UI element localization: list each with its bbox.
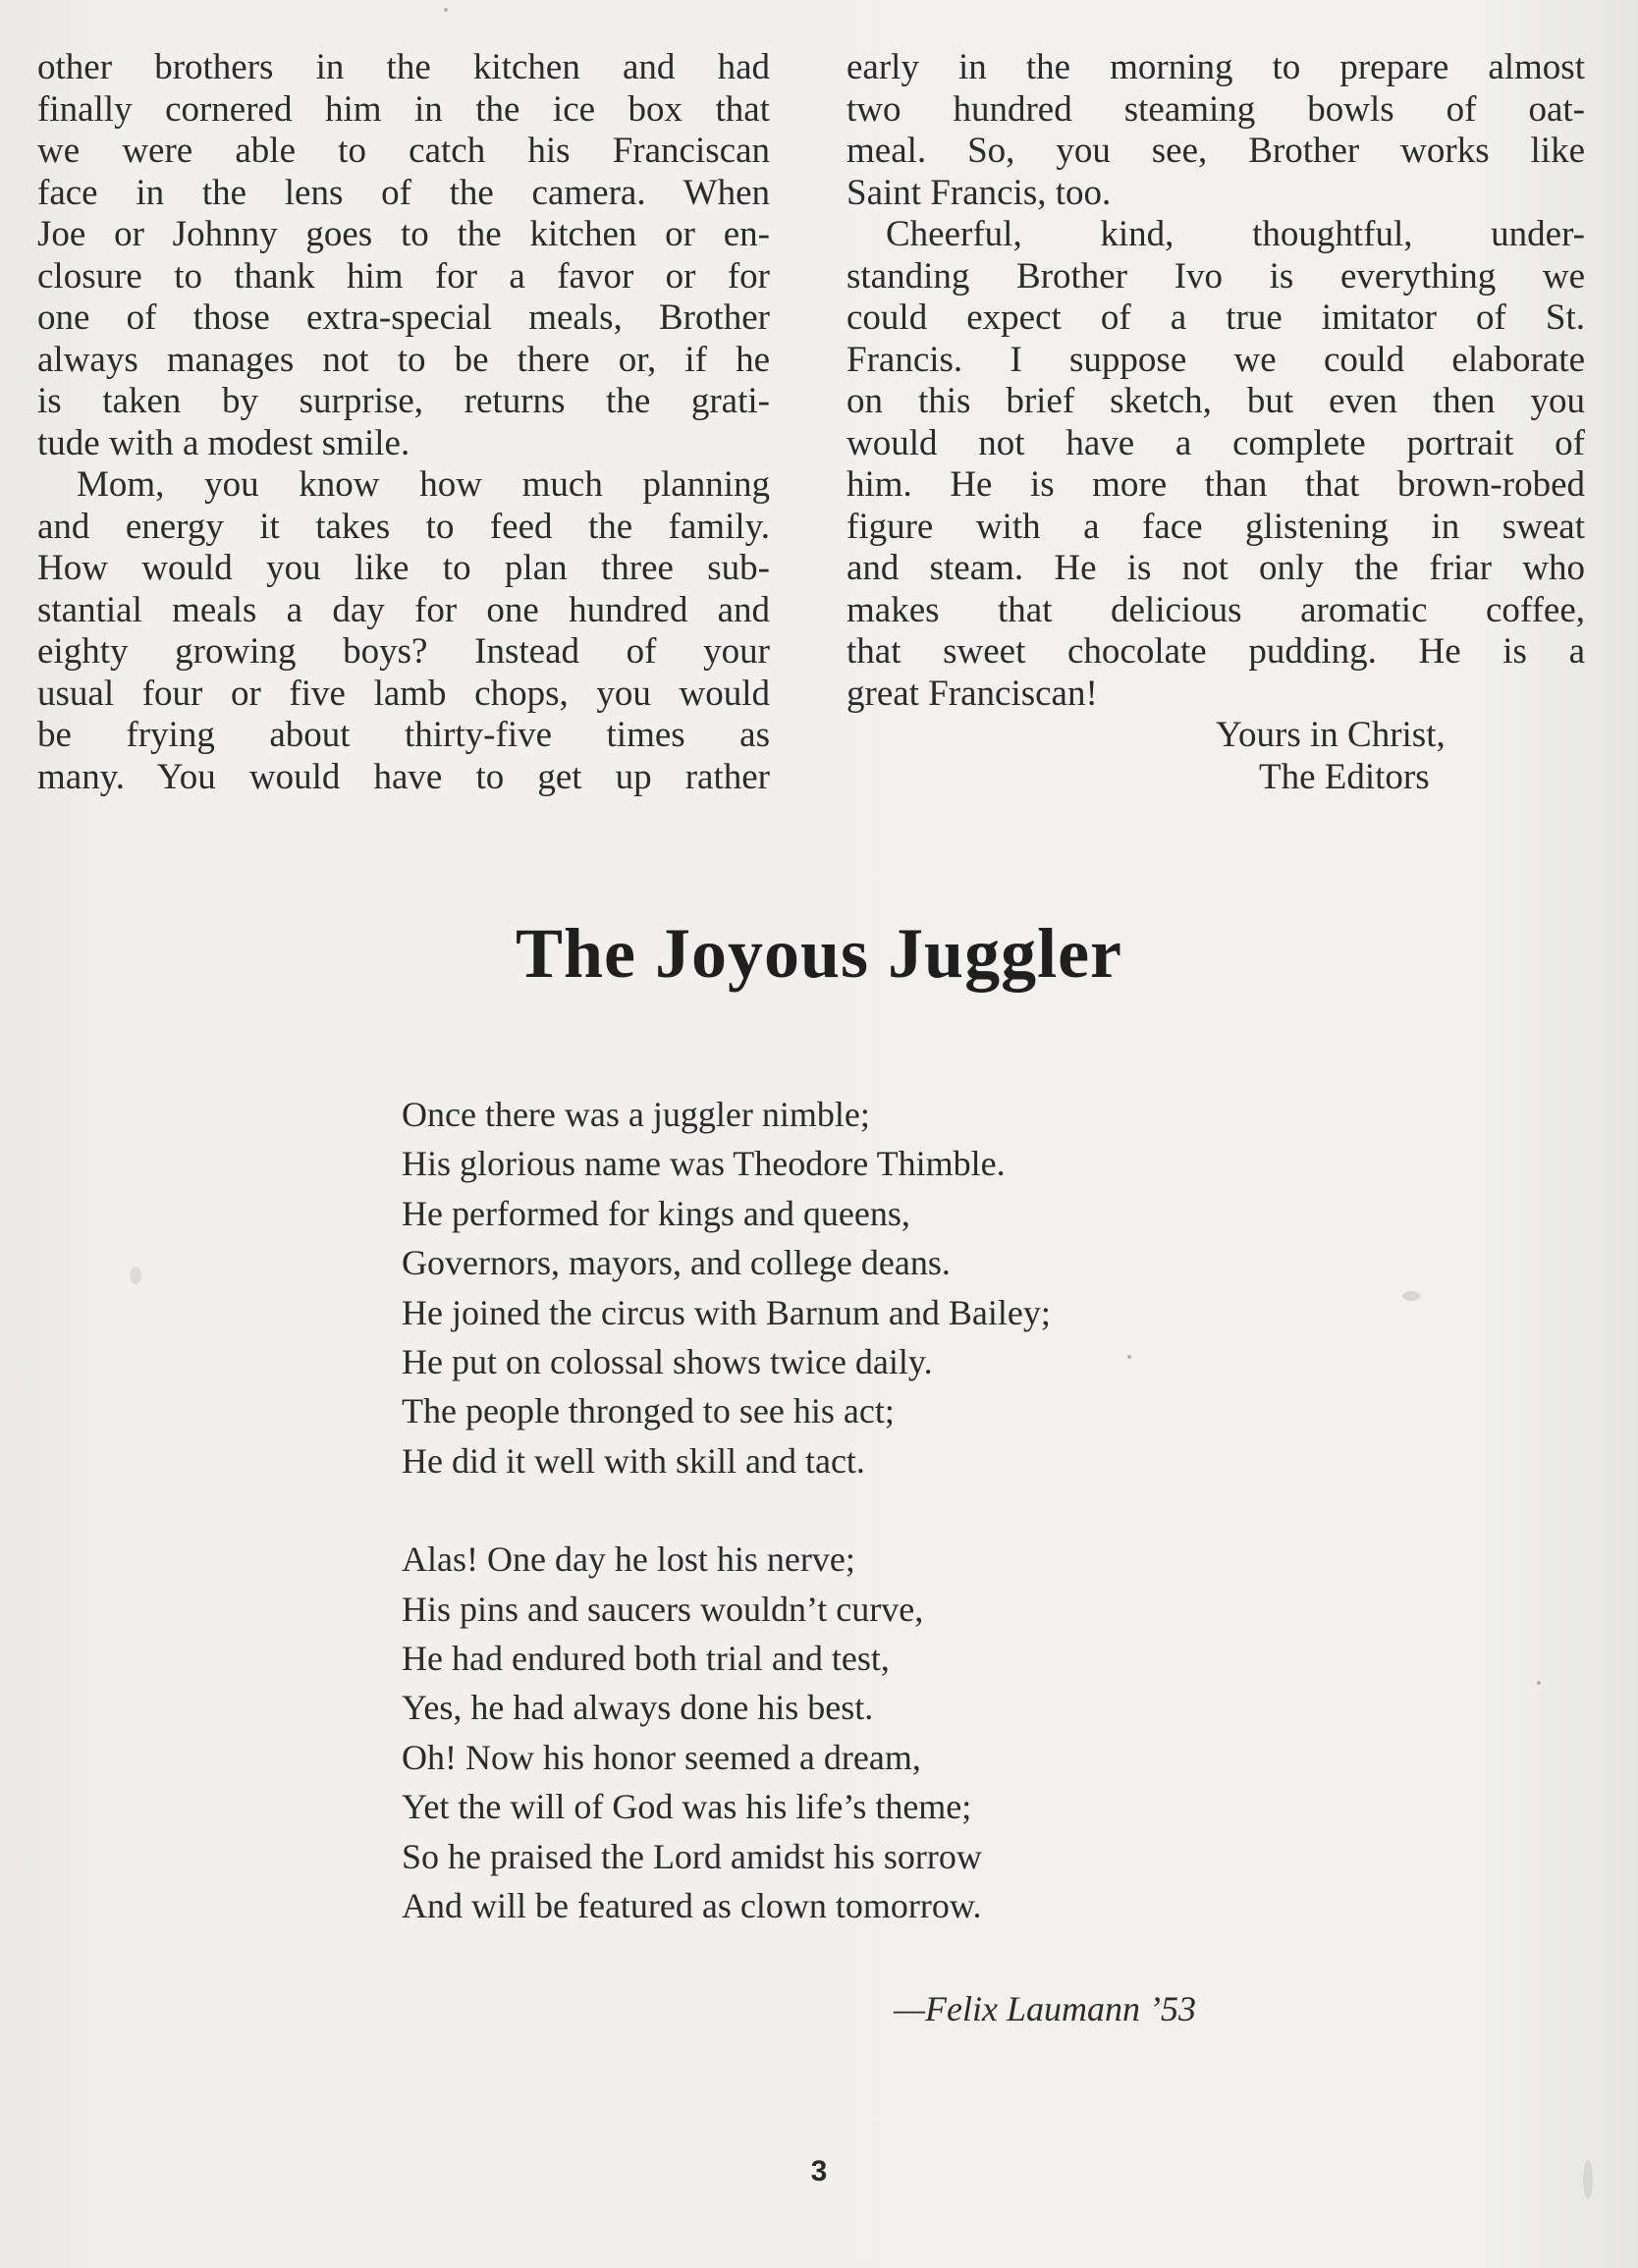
article-line: him. He is more than that brown-robed [846,464,1585,505]
article-line: great Franciscan! [846,673,1098,714]
article-line: Mom, you know how much planning [77,464,770,505]
poem-line: The people thronged to see his act; [402,1391,895,1431]
paper-speck [1402,1291,1420,1301]
article-line: early in the morning to prepare almost [846,47,1585,87]
article-right-column [846,47,1585,715]
poem-line: Yet the will of God was his life’s theme; [402,1787,972,1827]
article-line: Cheerful, kind, thoughtful, under- [886,214,1585,254]
poem-line: Alas! One day he lost his nerve; [402,1539,855,1580]
article-line: Saint Francis, too. [846,172,1112,213]
paper-speck [1127,1355,1131,1359]
article-line: finally cornered him in the ice box that [37,88,770,130]
poem-line: He joined the circus with Barnum and Bailey; [402,1292,1051,1332]
poem-body [402,1090,1051,1931]
article-line: How would you like to plan three sub- [37,548,770,588]
poem-line: He did it well with skill and tact. [402,1440,865,1481]
poem-title: The Joyous Juggler [515,914,1123,993]
article-line: usual four or five lamb chops, you would [37,673,770,714]
paper-speck [1583,2160,1593,2199]
signature-line: The Editors [1259,756,1430,797]
paper-speck [1537,1681,1541,1685]
article-line: tude with a modest smile. [37,422,410,463]
paper-speck [130,1267,141,1284]
article-line: makes that delicious aromatic coffee, [846,589,1585,630]
poem-line: Governors, mayors, and college deans. [402,1243,951,1283]
article-line: always manages not to be there or, if he [37,339,770,380]
article-left-column [37,47,770,798]
article-line: and steam. He is not only the friar who [846,548,1585,588]
poem-line: He put on colossal shows twice daily. [402,1342,933,1382]
poem-line: Once there was a juggler nimble; [402,1095,870,1134]
article-line: eighty growing boys? Instead of your [37,631,770,672]
article-line: and energy it takes to feed the family. [37,506,770,547]
poem-line: So he praised the Lord amidst his sorrow [402,1836,982,1876]
article-line: meal. So, you see, Brother works like [846,131,1585,171]
poem-line: Oh! Now his honor seemed a dream, [402,1737,921,1777]
article-line: stantial meals a day for one hundred and [37,589,770,630]
poem-line: He performed for kings and queens, [402,1193,910,1233]
article-line: many. You would have to get up rather [37,756,770,797]
poem-line: And will be featured as clown tomorrow. [402,1886,982,1926]
article-line: is taken by surprise, returns the grati- [37,381,770,421]
poem-author: —Felix Laumann ’53 [894,1989,1196,2028]
article-line: Francis. I suppose we could elaborate [846,339,1585,380]
paper-speck [444,8,448,12]
article-line: other brothers in the kitchen and had [37,47,770,87]
article-line: closure to thank him for a favor or for [37,255,770,297]
poem-line: His pins and saucers wouldn’t curve, [402,1589,924,1629]
article-line: figure with a face glistening in sweat [846,506,1585,547]
poem-line: His glorious name was Theodore Thimble. [402,1144,1006,1184]
poem-line: Yes, he had always done his best. [402,1688,874,1728]
article-line: Joe or Johnny goes to the kitchen or en- [37,214,770,254]
article-line: one of those extra-special meals, Brother [37,297,770,338]
article-line: we were able to catch his Franciscan [37,131,770,171]
article-line: on this brief sketch, but even then you [846,381,1585,421]
article-line: standing Brother Ivo is everything we [846,255,1585,297]
article-line: would not have a complete portrait of [846,422,1585,463]
poem-line: He had endured both trial and test, [402,1639,890,1679]
closing-line: Yours in Christ, [1216,715,1446,755]
page-number: 3 [810,2155,828,2187]
letter-signoff [846,715,1585,798]
article-line: two hundred steaming bowls of oat- [846,88,1585,130]
poem-stanza-2 [402,1535,1051,1930]
article-line: be frying about thirty-five times as [37,715,770,755]
poem-stanza-1 [402,1090,1051,1485]
article-line: could expect of a true imitator of St. [846,297,1585,338]
article-line: face in the lens of the camera. When [37,172,770,213]
article-line: that sweet chocolate pudding. He is a [846,631,1585,672]
